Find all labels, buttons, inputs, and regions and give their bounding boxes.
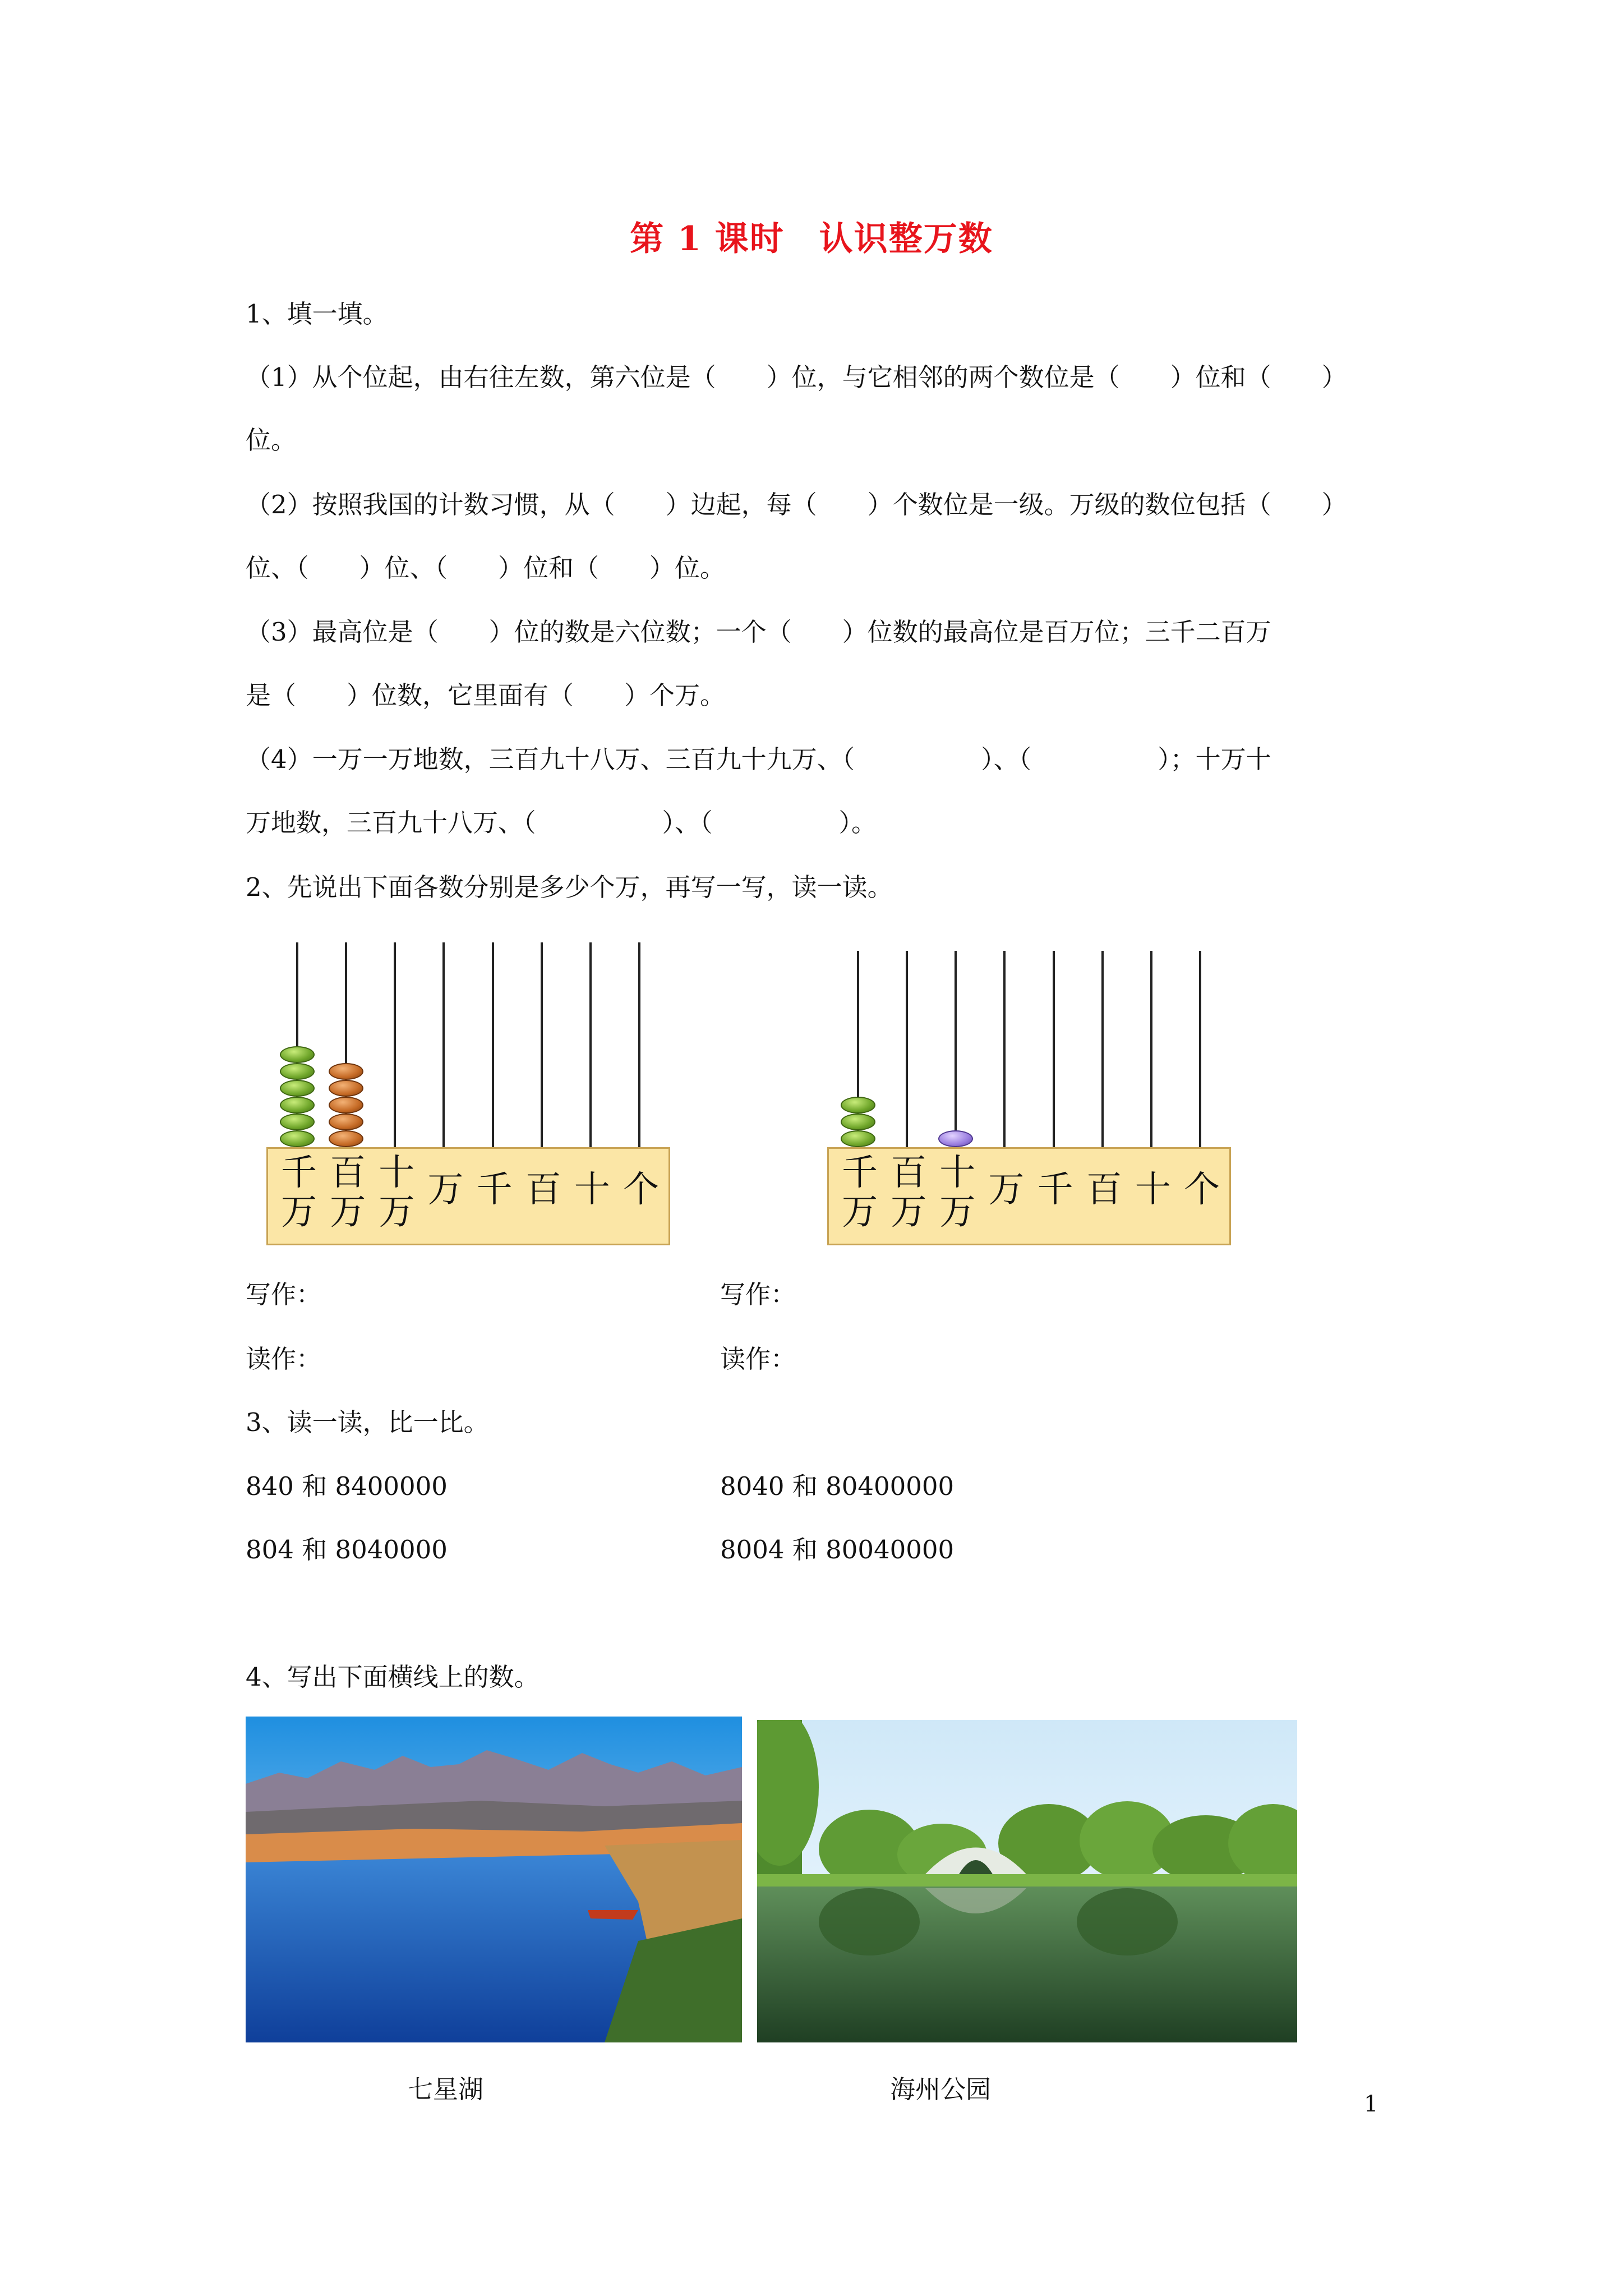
place-label-char: 万 bbox=[842, 1191, 878, 1233]
place-label: 个 bbox=[623, 1169, 659, 1211]
abacus-left bbox=[266, 942, 670, 1245]
place-label bbox=[374, 1153, 419, 1232]
abacus-board bbox=[827, 1147, 1231, 1245]
place-label-char: 千 bbox=[281, 1152, 317, 1194]
caption-haizhou: 海州公园 bbox=[890, 2074, 992, 2104]
caption-qixinghu: 七星湖 bbox=[408, 2074, 484, 2104]
q4-heading: 4、写出下面横线上的数。 bbox=[246, 1662, 540, 1692]
abacus-bead bbox=[280, 1130, 315, 1147]
abacus-rod bbox=[638, 942, 640, 1147]
abacus-bead bbox=[329, 1114, 363, 1130]
abacus-bead bbox=[841, 1114, 875, 1130]
q1-heading: 1、填一填。 bbox=[246, 299, 388, 329]
abacus-rod bbox=[442, 942, 445, 1147]
place-label: 百 bbox=[525, 1169, 561, 1211]
q1-p2-line1: （2）按照我国的计数习惯，从（ ）边起，每（ ）个数位是一级。万级的数位包括（ ） bbox=[246, 490, 1347, 519]
q2-right-write-label: 写作： bbox=[720, 1280, 796, 1309]
place-label-char: 万 bbox=[891, 1191, 927, 1233]
q1-p1-line2: 位。 bbox=[246, 425, 297, 455]
abacus-bead bbox=[280, 1080, 315, 1097]
abacus-rod bbox=[1150, 951, 1152, 1147]
q1-p1-line1: （1）从个位起，由右往左数，第六位是（ ）位，与它相邻的两个数位是（ ）位和（ ） bbox=[246, 362, 1347, 392]
lake-photo-qixinghu bbox=[246, 1717, 742, 2042]
place-label bbox=[837, 1153, 882, 1232]
place-label: 千 bbox=[1037, 1169, 1073, 1211]
q2-heading: 2、先说出下面各数分别是多少个万，再写一写，读一读。 bbox=[246, 872, 893, 902]
place-label-char: 十 bbox=[379, 1152, 415, 1194]
q1-p4-line2: 万地数，三百九十八万、（ ）、（ ）。 bbox=[246, 808, 877, 838]
abacus-bead bbox=[329, 1130, 363, 1147]
abacus-rod bbox=[1101, 951, 1104, 1147]
q3-pair-2: 8040 和 80400000 bbox=[720, 1471, 955, 1501]
abacus-bead bbox=[280, 1063, 315, 1080]
q1-p4-line1: （4）一万一万地数，三百九十八万、三百九十九万、（ ）、（ ）；十万十 bbox=[246, 744, 1271, 774]
abacus-bead bbox=[280, 1114, 315, 1130]
abacus-bead bbox=[938, 1130, 973, 1147]
q1-p3-line1: （3）最高位是（ ）位的数是六位数；一个（ ）位数的最高位是百万位；三千二百万 bbox=[246, 617, 1271, 647]
page-number: 1 bbox=[1364, 2091, 1378, 2117]
abacus-rod bbox=[1053, 951, 1055, 1147]
abacus-rod bbox=[394, 942, 396, 1147]
abacus-rod bbox=[1199, 951, 1201, 1147]
place-label: 个 bbox=[1184, 1169, 1220, 1211]
abacus-rod bbox=[955, 951, 957, 1147]
place-label bbox=[325, 1153, 370, 1232]
place-label-char: 万 bbox=[281, 1191, 317, 1233]
place-label: 千 bbox=[476, 1169, 513, 1211]
place-label bbox=[276, 1153, 321, 1232]
abacus-bead bbox=[280, 1046, 315, 1063]
abacus-rod bbox=[492, 942, 494, 1147]
q3-pair-3: 804 和 8040000 bbox=[246, 1535, 448, 1565]
place-label-char: 万 bbox=[379, 1191, 415, 1233]
abacus-bead bbox=[329, 1097, 363, 1114]
place-label-char: 百 bbox=[330, 1152, 366, 1194]
q1-p3-line2: 是（ ）位数，它里面有（ ）个万。 bbox=[246, 680, 726, 710]
abacus-bead bbox=[329, 1080, 363, 1097]
abacus-right bbox=[827, 951, 1231, 1245]
place-label: 十 bbox=[574, 1169, 610, 1211]
abacus-bead bbox=[841, 1130, 875, 1147]
place-label: 十 bbox=[1135, 1169, 1171, 1211]
abacus-rod bbox=[589, 942, 592, 1147]
abacus-rod bbox=[1003, 951, 1006, 1147]
q3-heading: 3、读一读，比一比。 bbox=[246, 1407, 489, 1437]
abacus-rod bbox=[906, 951, 908, 1147]
place-label-char: 万 bbox=[330, 1191, 366, 1233]
abacus-bead bbox=[280, 1097, 315, 1114]
place-label-char: 万 bbox=[939, 1191, 976, 1233]
place-label bbox=[886, 1153, 931, 1232]
place-label bbox=[935, 1153, 980, 1232]
q2-left-write-label: 写作： bbox=[246, 1280, 322, 1309]
q3-pair-1: 840 和 8400000 bbox=[246, 1471, 448, 1501]
page-title: 第 1 课时 认识整万数 bbox=[630, 219, 993, 259]
place-label: 百 bbox=[1086, 1169, 1122, 1211]
place-label: 万 bbox=[988, 1169, 1025, 1211]
q2-right-read-label: 读作： bbox=[720, 1344, 796, 1374]
place-label-char: 百 bbox=[891, 1152, 927, 1194]
abacus-board bbox=[266, 1147, 670, 1245]
q1-p2-line2: 位、（ ）位、（ ）位和（ ）位。 bbox=[246, 553, 726, 583]
abacus-bead bbox=[329, 1063, 363, 1080]
q3-pair-4: 8004 和 80040000 bbox=[720, 1535, 955, 1565]
abacus-rod bbox=[541, 942, 543, 1147]
place-label-char: 千 bbox=[842, 1152, 878, 1194]
place-label: 万 bbox=[427, 1169, 464, 1211]
q2-left-read-label: 读作： bbox=[246, 1344, 322, 1374]
park-photo-haizhou bbox=[757, 1720, 1297, 2042]
place-label-char: 十 bbox=[939, 1152, 976, 1194]
abacus-bead bbox=[841, 1097, 875, 1114]
